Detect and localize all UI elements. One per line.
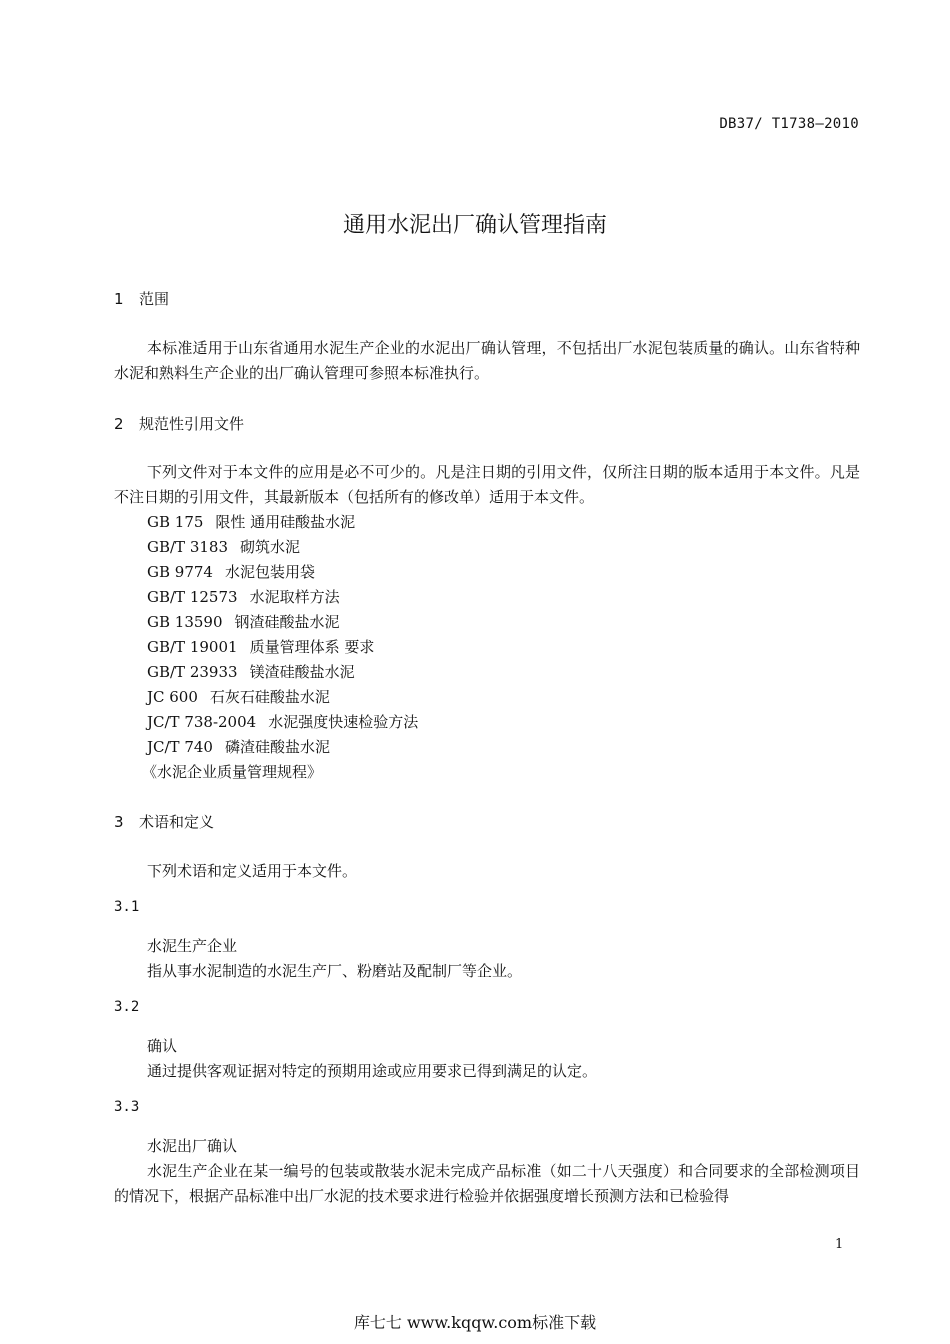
reference-item: GB 9774 水泥包装用袋 (147, 563, 315, 581)
section-3-title: 术语和定义 (139, 813, 215, 831)
reference-item: GB/T 12573 水泥取样方法 (147, 588, 340, 606)
section-3-heading (114, 811, 214, 832)
section-2-heading (114, 413, 244, 434)
clause-3-2-number: 3.2 (114, 999, 140, 1015)
clause-3-2-definition: 通过提供客观证据对特定的预期用途或应用要求已得到满足的认定。 (147, 1062, 598, 1080)
section-2-number: 2 (114, 415, 124, 433)
reference-item: JC 600 石灰石硅酸盐水泥 (147, 688, 330, 706)
section-1-number: 1 (114, 290, 124, 308)
clause-3-1-number: 3.1 (114, 899, 140, 915)
footer-watermark: 库七七 www.kqqw.com标准下载 (353, 1313, 597, 1332)
page-number: 1 (835, 1237, 844, 1252)
document-title: 通用水泥出厂确认管理指南 (342, 213, 607, 238)
clause-3-1-term: 水泥生产企业 (147, 937, 238, 955)
reference-item: GB/T 3183 砌筑水泥 (147, 538, 301, 556)
standard-code: DB37/ T1738—2010 (719, 116, 859, 132)
reference-item: GB/T 23933 镁渣硅酸盐水泥 (147, 663, 355, 681)
section-3-number: 3 (114, 813, 124, 831)
section-1-heading (114, 288, 169, 309)
reference-item: JC/T 738-2004 水泥强度快速检验方法 (147, 713, 419, 731)
reference-item-regulation: 《水泥企业质量管理规程》 (142, 763, 323, 781)
section-2-title: 规范性引用文件 (139, 415, 245, 433)
clause-3-3-number: 3.3 (114, 1099, 140, 1115)
section-3-intro: 下列术语和定义适用于本文件。 (147, 862, 358, 880)
section-1-title: 范围 (139, 290, 170, 308)
clause-3-1-definition: 指从事水泥制造的水泥生产厂、粉磨站及配制厂等企业。 (147, 962, 523, 980)
reference-item: GB 13590 钢渣硅酸盐水泥 (147, 613, 340, 631)
reference-item: GB/T 19001 质量管理体系 要求 (147, 638, 375, 656)
reference-item: JC/T 740 磷渣硅酸盐水泥 (147, 738, 330, 756)
section-1-paragraph: 本标准适用于山东省通用水泥生产企业的水泥出厂确认管理，不包括出厂水泥包装质量的确认。山东省特种水泥和熟料生产企业的出厂确认管理可参照本标准执行。 (114, 339, 860, 382)
section-2-paragraph: 下列文件对于本文件的应用是必不可少的。凡是注日期的引用文件，仅所注日期的版本适用于本文件。凡是不注日期的引用文件，其最新版本（包括所有的修改单）适用于本文件。 (114, 463, 860, 506)
clause-3-3-definition: 水泥生产企业在某一编号的包装或散装水泥未完成产品标准（如二十八天强度）和合同要求的全部检测项目的情况下，根据产品标准中出厂水泥的技术要求进行检验并依据强度增长预测方法和已检验得 (114, 1162, 860, 1205)
clause-3-3-term: 水泥出厂确认 (147, 1137, 238, 1155)
clause-3-2-term: 确认 (147, 1037, 178, 1055)
reference-item: GB 175 限性 通用硅酸盐水泥 (147, 513, 356, 531)
